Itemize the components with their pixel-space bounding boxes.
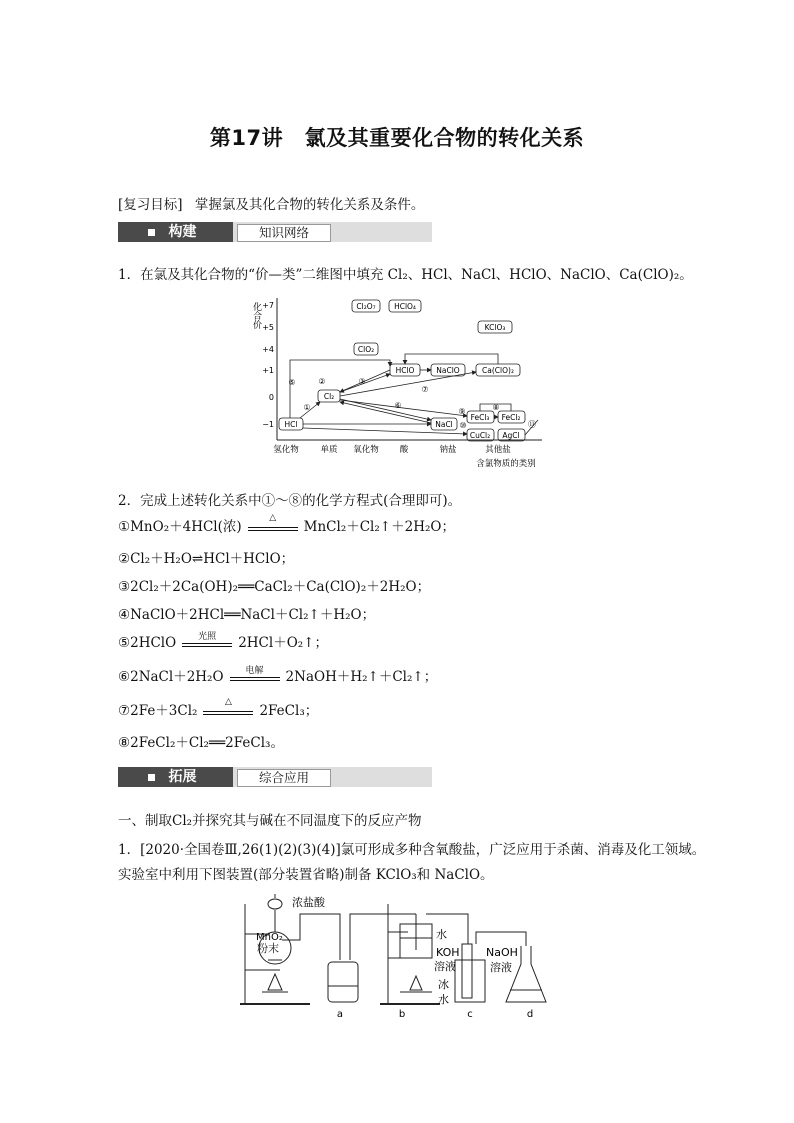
apparatus-diagram [240, 892, 560, 1022]
box-label: Ca(ClO)₂ [482, 366, 514, 375]
reaction-condition: 电解 [230, 670, 280, 686]
apparatus-label: 粉末 [257, 942, 279, 955]
box-label: Cl₂ [323, 392, 335, 401]
y-axis-title: 化合价 [251, 302, 261, 329]
box-label: AgCl [502, 431, 520, 440]
question-2: 2．完成上述转化关系中①～⑧的化学方程式(合理即可)。 [118, 493, 462, 509]
x-tick: 其他盐 [485, 445, 511, 455]
equation-6: ⑥2NaCl＋2H₂O 电解 2NaOH＋H₂↑＋Cl₂↑； [118, 665, 438, 685]
box-label: NaCl [435, 420, 453, 429]
x-tick: 钠盐 [439, 445, 457, 455]
marker: ⑨ [458, 407, 466, 416]
marker: ⑤ [288, 378, 296, 387]
apparatus-label: 溶液 [490, 961, 512, 974]
box-label: NaClO [436, 366, 460, 375]
box-label: Cl₂O₇ [356, 302, 376, 311]
review-goal [118, 193, 424, 213]
box-label: HClO [395, 366, 415, 375]
marker: ⑥ [394, 401, 402, 410]
equation-1: ①MnO₂＋4HCl(浓) △ MnCl₂＋Cl₂↑＋2H₂O； [118, 512, 455, 535]
apparatus-label: KOH [436, 946, 460, 959]
equation-5: ⑤2HClO 光照 2HCl＋O₂↑； [118, 631, 328, 651]
section-subtitle: 知识网络 [237, 224, 331, 242]
reaction-condition: △ [248, 520, 298, 536]
box-label: CuCl₂ [469, 431, 491, 440]
apparatus-letter: a [336, 1009, 344, 1020]
apparatus-label: 水 [438, 993, 449, 1006]
marker: ⑦ [421, 385, 429, 394]
part-heading: 一、制取Cl₂并探究其与碱在不同温度下的反应产物 [118, 813, 422, 829]
box-label: HClO₄ [394, 302, 416, 311]
apparatus-label: 溶液 [434, 960, 456, 973]
review-goal-text: 掌握氯及其化合物的转化关系及条件。 [194, 197, 425, 213]
y-tick: +1 [262, 366, 274, 375]
box-label: ClO₂ [357, 345, 375, 354]
apparatus-label: NaOH [486, 946, 518, 959]
x-tick: 单质 [320, 445, 338, 455]
apparatus-label: 冰 [438, 978, 449, 991]
page-title: 第17讲 氯及其重要化合物的转化关系 [209, 126, 585, 150]
box-label: FeCl₃ [470, 413, 490, 422]
marker: ⑩ [459, 421, 467, 430]
exercise-1-line-1: 1．[2020·全国卷Ⅲ,26(1)(2)(3)(4)]氯可形成多种含氧酸盐，广泛应用于杀菌、消毒及化工领域。 [118, 842, 706, 858]
exercise-1-line-2: 实验室中利用下图装置(部分装置省略)制备 KClO₃和 NaClO。 [118, 867, 494, 883]
x-tick: 氧化物 [353, 445, 379, 455]
box-label: HCl [284, 420, 298, 429]
reaction-condition: 光照 [182, 636, 232, 652]
box-label: KClO₃ [484, 323, 506, 332]
question-1: 1．在氯及其化合物的“价—类”二维图中填充 Cl₂、HCl、NaCl、HClO、NaClO、Ca(ClO)₂。 [118, 267, 693, 283]
y-tick: −1 [262, 420, 274, 429]
equation-2: ②Cl₂＋H₂O⇌HCl＋HClO； [118, 551, 295, 567]
marker: ⑪ [528, 420, 536, 429]
x-tick: 氢化物 [273, 445, 299, 455]
marker: ② [318, 377, 326, 386]
y-tick: 0 [268, 393, 274, 402]
apparatus-label: 水 [436, 928, 447, 941]
equation-3: ③2Cl₂＋2Ca(OH)₂══CaCl₂＋Ca(ClO)₂＋2H₂O； [118, 579, 431, 595]
y-tick: +7 [262, 301, 274, 310]
apparatus-letter: c [467, 1009, 473, 1020]
equation-8: ⑧2FeCl₂＋Cl₂══2FeCl₃。 [118, 735, 284, 751]
apparatus-letter: b [398, 1009, 406, 1020]
y-tick: +5 [262, 323, 274, 332]
section-tag: 构建 [168, 224, 197, 240]
section-bar-extend [118, 767, 432, 787]
reaction-condition: △ [203, 704, 253, 720]
apparatus-letter: d [526, 1009, 534, 1020]
x-axis-title: 含氯物质的类别 [476, 459, 536, 469]
box-label: FeCl₂ [501, 413, 521, 422]
y-tick: +4 [262, 345, 274, 354]
marker: ③ [358, 377, 366, 386]
equation-7: ⑦2Fe＋3Cl₂ △ 2FeCl₃； [118, 696, 319, 719]
marker: ⑧ [492, 403, 500, 412]
section-bar-build [118, 222, 432, 242]
section-tag: 拓展 [168, 769, 197, 785]
equation-4: ④NaClO＋2HCl══NaCl＋Cl₂↑＋H₂O； [118, 607, 376, 623]
x-tick: 酸 [399, 445, 409, 455]
marker: ① [303, 403, 311, 412]
review-goal-label: [复习目标] [118, 197, 183, 213]
apparatus-label: 浓盐酸 [292, 896, 325, 909]
apparatus-label: MnO₂ [256, 932, 283, 943]
valence-class-diagram [250, 292, 550, 477]
section-subtitle: 综合应用 [237, 769, 331, 787]
